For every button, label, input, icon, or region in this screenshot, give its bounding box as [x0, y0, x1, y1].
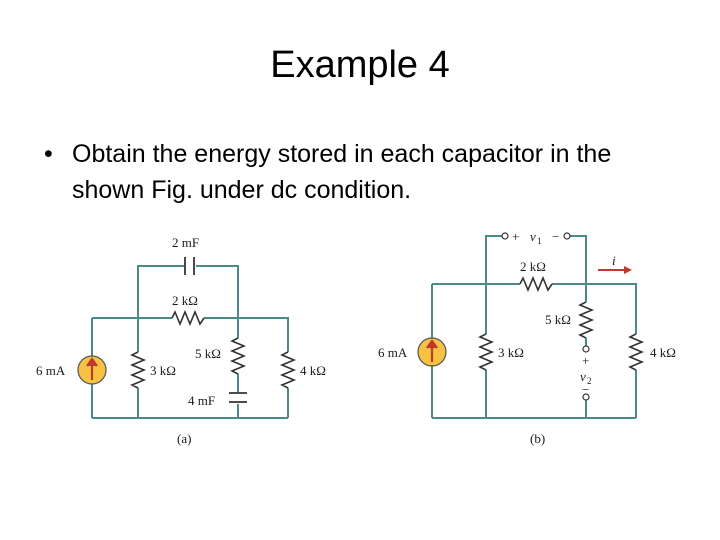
circuit-b-v2-plus: + — [582, 353, 590, 368]
circuit-b-v2-terminal-top — [583, 346, 589, 352]
circuit-b-r-mid-label: 5 kΩ — [545, 312, 571, 327]
circuit-b-source-label: 6 mA — [378, 345, 408, 360]
bullet-symbol: • — [44, 140, 53, 168]
circuit-a-r-left-label: 3 kΩ — [150, 363, 176, 378]
circuit-b — [378, 229, 676, 446]
circuit-b-r-mid — [580, 302, 592, 338]
circuit-b-r-right-label: 4 kΩ — [650, 345, 676, 360]
circuit-b-r-top — [520, 278, 552, 290]
circuit-b-v2-label: v — [580, 369, 586, 384]
circuit-b-v1-minus: − — [552, 229, 560, 244]
circuit-a-r-top — [172, 312, 204, 324]
circuit-b-v2-minus: − — [582, 382, 590, 397]
circuit-b-v1-subscript: 1 — [537, 236, 542, 246]
circuit-a-r-right-label: 4 kΩ — [300, 363, 326, 378]
circuit-b-r-right — [630, 334, 642, 370]
circuit-a-r-mid-label: 5 kΩ — [195, 346, 221, 361]
circuit-a-source-label: 6 mA — [36, 363, 66, 378]
circuit-a-r-left — [132, 352, 144, 388]
circuit-a-r-right — [282, 352, 294, 388]
circuit-b-v2-subscript: 2 — [587, 376, 592, 386]
circuit-b-r-left — [480, 334, 492, 370]
slide-title: Example 4 — [270, 44, 450, 86]
circuit-b-v1-plus: + — [512, 229, 520, 244]
circuit-a-caption: (a) — [177, 431, 192, 446]
circuit-b-v1-label: v — [530, 229, 536, 244]
circuit-b-v1-terminal-right — [564, 233, 570, 239]
bullet-text: Obtain the energy stored in each capacitor in the shown Fig. under dc condition. — [72, 140, 612, 204]
circuit-a-r-mid — [232, 338, 244, 374]
circuit-a-cap-top-label: 2 mF — [172, 235, 200, 250]
circuit-b-r-top-label: 2 kΩ — [520, 259, 546, 274]
circuit-b-current-arrowhead — [624, 266, 632, 274]
circuit-b-caption: (b) — [530, 431, 546, 446]
circuit-a-r-top-label: 2 kΩ — [172, 293, 198, 308]
circuit-b-main-top-wire — [432, 284, 636, 334]
circuit-a — [36, 235, 326, 446]
circuit-a-top-wire — [138, 266, 238, 318]
circuit-b-i-label: i — [612, 253, 616, 268]
circuit-a-cap-bottom-label: 4 mF — [188, 393, 216, 408]
circuit-b-v1-terminal-left — [502, 233, 508, 239]
circuit-b-r-left-label: 3 kΩ — [498, 345, 524, 360]
